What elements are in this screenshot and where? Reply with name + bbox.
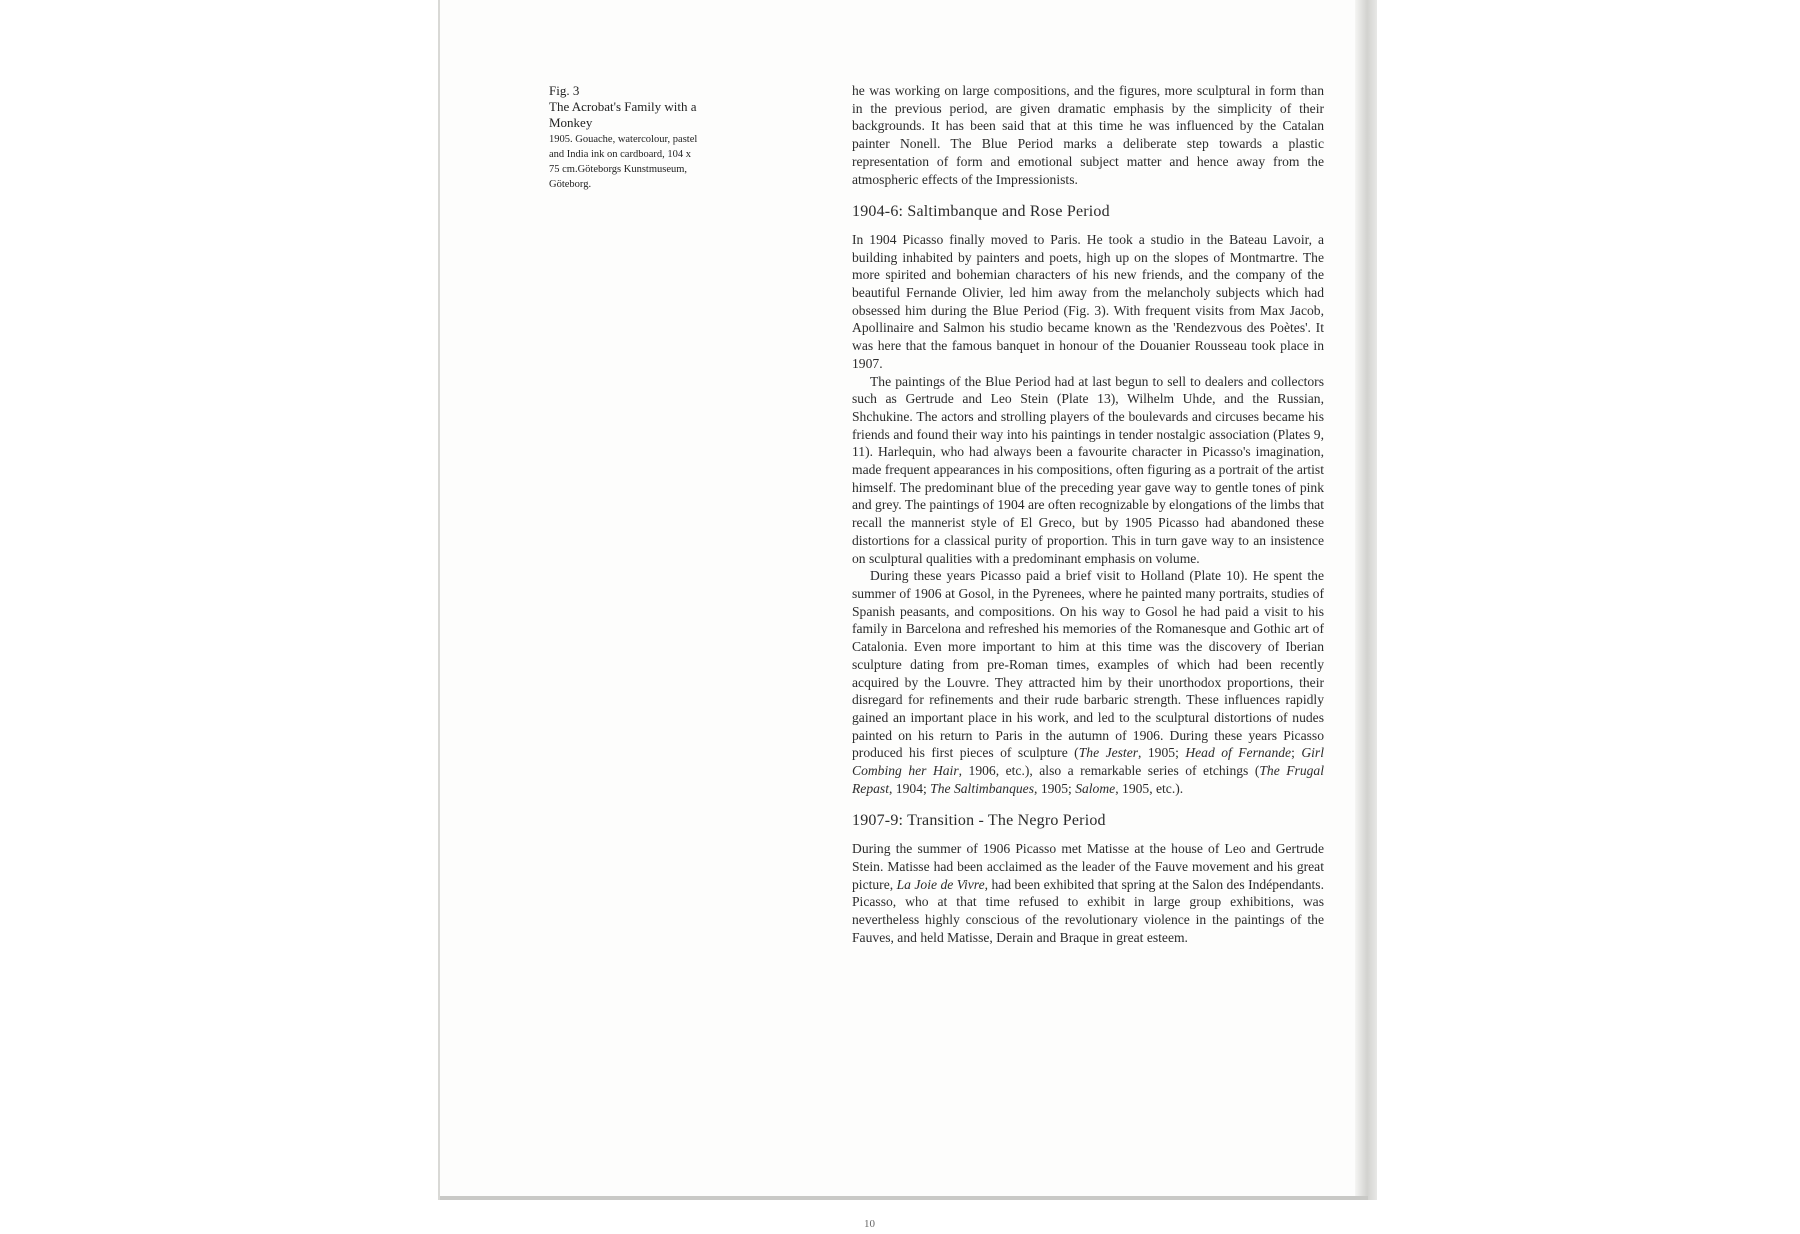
- artwork-title: The Frugal Repast: [852, 763, 1324, 796]
- page-left-edge: [438, 0, 440, 1200]
- paragraph: The paintings of the Blue Period had at last begun to sell to dealers and collectors such as Gertrude and Leo Stein (Plate 13), Wilhelm Uhde, and the Russian, Shchukine. The actors and strolling players of the boulevards and circuses became his friends and found their way into his paintings in tender nostalgic association (Plates 9, 11). Harlequin, who had always been a favourite character in Picasso's imagination, made frequent appearances in his compositions, often figuring as a portrait of the artist himself. The predominant blue of the preceding year gave way to gentle tones of pink and grey. The paintings of 1904 are often recognizable by elongations of the limbs that recall the mannerist style of El Greco, but by 1905 Picasso had abandoned these distortions for a classical purity of proportion. This in turn gave way to an insistence on sculptural qualities with a predominant emphasis on volume.: [852, 373, 1324, 566]
- artwork-title: Salome: [1075, 780, 1116, 796]
- artwork-title: The Saltimbanques: [930, 780, 1035, 796]
- figure-number: Fig. 3: [549, 83, 580, 98]
- figure-title: The Acrobat's Family with a Monkey: [549, 99, 697, 130]
- section-heading-saltimbanque: 1904-6: Saltimbanque and Rose Period: [852, 203, 1110, 221]
- text-run: , 1906, etc.), also a remarkable series of etchings (: [958, 763, 1260, 779]
- text-run: During the summer of 1906 Picasso met Matisse at the house of Leo and Gertrude Stein. Matisse had been acclaimed as the leader of the Fauve movement and his great picture,: [852, 841, 1324, 892]
- page-number: 10: [864, 1218, 875, 1230]
- artwork-title: Girl Combing her Hair: [852, 745, 1324, 779]
- page-bottom-edge: [440, 1196, 1368, 1200]
- text-run: During these years Picasso paid a brief visit to Holland (Plate 10). He spent the summer of 1906 at Gosol, in the Pyrenees, where he painted many portraits, studies of Spanish peasants, and compositions. On his way to Gosol he had paid a visit to his family in Barcelona and refreshed his memories of the Romanesque and Gothic art of Catalonia. Even more important to him at this time was the discovery of Iberian sculpture dating from pre-Roman times, examples of which had been recently acquired by the Louvre. They attracted him by their unorthodox proportions, their disregard for refinements and their rude barbaric strength. These influences rapidly gained an important place in his work, and led to the sculptural distortions of nudes painted on his return to Paris in the autumn of 1906. During these years Picasso produced his first pieces of sculpture (: [852, 568, 1324, 761]
- text-run: , 1905;: [1034, 780, 1076, 796]
- intro-paragraph: he was working on large compositions, and the figures, more sculptural in form than in the previous period, are given dramatic emphasis by the simplicity of their backgrounds. It has been said that at this time he was influenced by the Catalan painter Nonell. The Blue Period marks a deliberate step towards a plastic representation of form and emotional subject matter and hence away from the atmospheric effects of the Impressionists.: [852, 83, 1324, 187]
- text-run: ;: [1291, 745, 1302, 761]
- main-text-column: [852, 82, 1324, 1230]
- text-run: , had been exhibited that spring at the Salon des Indépendants. Picasso, who at that time refused to exhibit in large group exhibitions, was nevertheless highly conscious of the revolutionary violence in the paintings of the Fauves, and held Matisse, Derain and Braque in great esteem.: [852, 876, 1324, 945]
- artwork-title: The Jester: [1078, 745, 1139, 761]
- page-gutter-shadow: [1355, 0, 1377, 1200]
- figure-caption: [549, 83, 699, 192]
- paragraph: [852, 840, 1324, 946]
- text-run: , 1905, etc.).: [1115, 780, 1184, 796]
- artwork-title: La Joie de Vivre: [896, 876, 985, 892]
- paragraph: In 1904 Picasso finally moved to Paris. He took a studio in the Bateau Lavoir, a building inhabited by painters and poets, high up on the slopes of Montmartre. The more spirited and bohemian characters of his new friends, and the company of the beautiful Fernande Olivier, led him away from the melancholy subjects which had obsessed him during the Blue Period (Fig. 3). With frequent visits from Max Jacob, Apollinaire and Salmon his studio became known as the 'Rendezvous des Poètes'. It was here that the famous banquet in honour of the Douanier Rousseau took place in 1907.: [852, 231, 1324, 371]
- text-run: , 1905;: [1138, 745, 1186, 761]
- paragraph: [852, 567, 1324, 797]
- text-run: , 1904;: [889, 780, 931, 796]
- section-heading-negro-period: 1907-9: Transition - The Negro Period: [852, 812, 1106, 830]
- figure-details: 1905. Gouache, watercolour, pastel and India ink on cardboard, 104 x 75 cm.Göteborgs Kunstmuseum, Göteborg.: [549, 134, 698, 190]
- artwork-title: Head of Fernande: [1185, 745, 1292, 761]
